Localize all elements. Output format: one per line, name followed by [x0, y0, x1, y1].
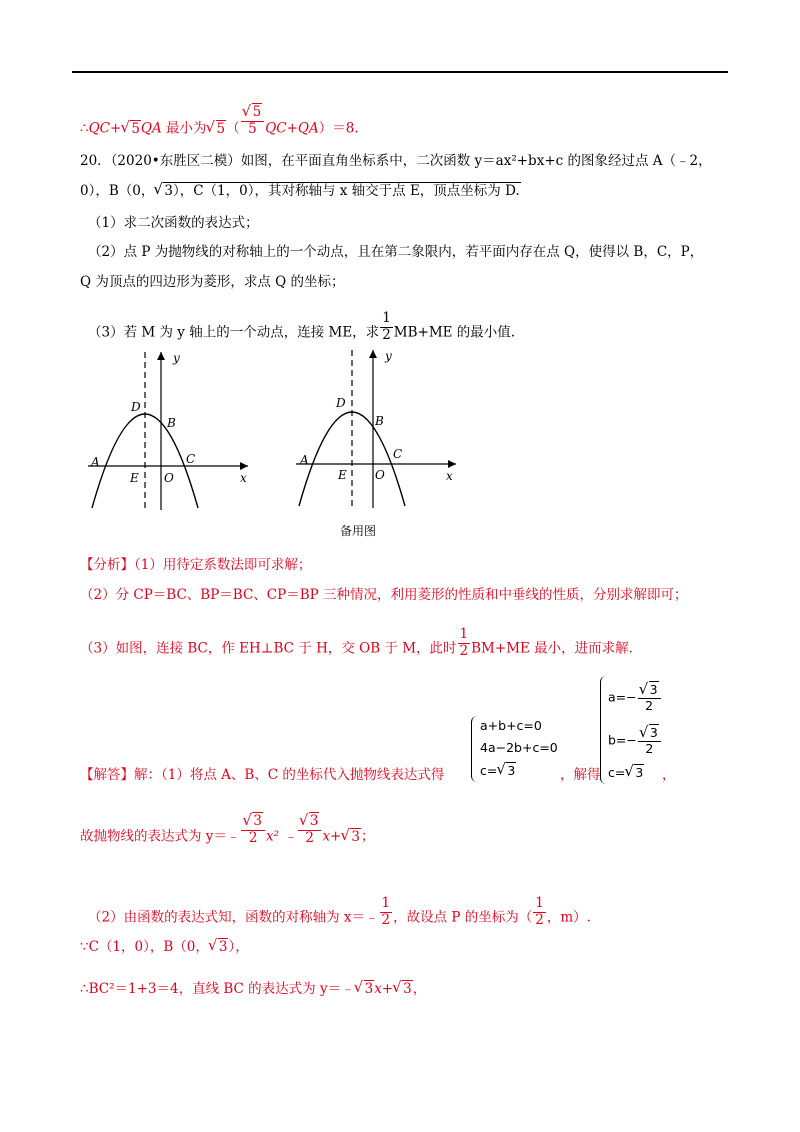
x-axis-arrow-2 [448, 460, 456, 468]
system-2-c [608, 764, 644, 782]
sqrt5-b-radicand: 5 [216, 120, 226, 137]
qa-text: QA [140, 120, 162, 137]
because-text-a: ∵C（1，0），B（0， [80, 939, 209, 955]
sys1-eq3-a: c= [480, 763, 498, 778]
point-d-label-2: D [336, 396, 346, 410]
y-axis-arrow [157, 352, 165, 360]
y-label-2: y [385, 349, 392, 363]
qc-qa-text: QC+QA [265, 120, 319, 137]
sqrt5-b [207, 120, 227, 138]
question-3 [88, 310, 516, 348]
frac-sqrt5-5 [241, 106, 265, 136]
question-2-line-2: Q 为顶点的四边形为菱形，求点 Q 的坐标； [80, 274, 345, 290]
q3-text-b: MB+ME 的最小值. [393, 324, 516, 341]
analysis-tag: 【分析】 [80, 557, 134, 573]
point-d-label: D [131, 400, 141, 414]
because-sqrt3 [209, 938, 229, 956]
because-line [80, 938, 249, 956]
system-2-brace [600, 676, 607, 784]
q3-text-a: （3）若 M 为 y 轴上的一个动点，连接 ME，求 [88, 324, 380, 341]
answer-line-1 [80, 766, 444, 784]
p2-text-c: ，m）. [546, 909, 591, 926]
expr-x: x+ [322, 828, 342, 845]
header-rule [72, 71, 728, 73]
parabola-figure-spare [296, 348, 466, 518]
point-a-label: A [91, 455, 100, 469]
prev-result: ）＝8. [318, 120, 359, 137]
bc-text-c: ， [412, 981, 427, 997]
expr-sqrt3 [341, 828, 361, 846]
problem-line2-a: 0），B（0， [80, 183, 155, 199]
sys2-c-r: 3 [635, 765, 644, 780]
sys2-a-text: a=− [608, 689, 637, 705]
frac-den: 5 [248, 120, 257, 137]
plus: + [110, 120, 122, 137]
parabola-figure-main [88, 350, 258, 520]
expression-line [80, 813, 375, 852]
sys2-b-frac [638, 727, 661, 755]
sqrt5-radicand: 5 [131, 120, 140, 137]
origin-label-2: O [375, 468, 385, 482]
p2-frac-2-den: 2 [535, 911, 544, 928]
bc-r-b: 3 [403, 981, 412, 997]
x-label: x [240, 471, 247, 485]
system-1-eq-3 [480, 762, 516, 780]
p2-frac-1-num: 1 [381, 895, 391, 911]
q3-den: 2 [382, 326, 391, 343]
therefore-symbol: ∴ [80, 120, 89, 137]
problem-line-1 [80, 152, 712, 170]
x-label-2: x [446, 469, 453, 483]
sys1-eq3-r: 3 [507, 763, 516, 778]
point-b-label: B [167, 416, 176, 430]
solve-text: ，解得 [560, 767, 601, 783]
point-c-label: C [186, 452, 196, 466]
analysis-line-1 [80, 556, 311, 574]
p2-frac-1 [380, 897, 393, 927]
expr-frac-2 [298, 815, 322, 845]
prev-result-line [80, 104, 359, 144]
y-label: y [173, 351, 180, 365]
analysis-line-3 [80, 626, 633, 664]
analysis-text-3b: BM+ME 最小，进而求解. [471, 640, 633, 657]
bc-text-b: x+ [374, 981, 394, 997]
expr-frac-2-r: 3 [309, 813, 319, 829]
p2-text-a: （2）由函数的表达式知，函数的对称轴为 x＝﹣ [88, 909, 379, 926]
expr-end: ； [360, 828, 375, 845]
sys2-b-den: 2 [645, 740, 654, 756]
system-2-comma: ， [662, 767, 676, 783]
question-2-line-1: （2）点 P 为抛物线的对称轴上的一个动点，且在第二象限内，若平面内存在点 Q，使得以 B，C，P， [88, 244, 704, 260]
bc-sqrt3-b [393, 980, 413, 998]
problem-line-2 [80, 182, 521, 200]
sys2-a-den: 2 [645, 697, 654, 713]
sqrt3 [154, 182, 520, 200]
analysis-line-2: （2）分 CP＝BC、BP＝BC、CP＝BP 三种情况，利用菱形的性质和中垂线的性质，分别求解即可； [80, 587, 688, 603]
analysis-frac [458, 628, 471, 658]
sys2-b-text: b=− [608, 732, 637, 748]
expr-frac-1-den: 2 [248, 829, 258, 846]
system-1-eq-2: 4a−2b+c=0 [480, 740, 558, 755]
origin-label: O [164, 471, 174, 485]
analysis-text-1: （1）用待定系数法即可求解； [134, 557, 312, 573]
system-1-eq-1: a+b+c=0 [480, 718, 542, 733]
analysis-den: 2 [459, 642, 469, 659]
p2-frac-2 [533, 897, 546, 927]
problem-line2-b: 3），C（1，0），其对称轴与 x 轴交于点 E，顶点坐标为 D. [164, 183, 520, 199]
answer-text-1: 解：（1）将点 A、B、C 的坐标代入抛物线表达式得 [134, 767, 445, 783]
point-a-label-2: A [300, 453, 309, 467]
point-b-label-2: B [375, 414, 384, 428]
point-c-label-2: C [393, 447, 403, 461]
expr-sqrt3-r: 3 [351, 828, 360, 845]
expr-frac-1 [241, 815, 265, 845]
problem-source: （2020•东胜区二模）如图，在平面直角坐标系中，二次函数 y＝ax²+bx+c 的图象经过点 A（﹣2， [110, 153, 712, 169]
system-2-b [608, 727, 662, 755]
sys1-sqrt3 [497, 762, 516, 780]
system-1-brace [471, 716, 478, 782]
sys2-a-r: 3 [649, 682, 658, 697]
sys2-c-text: c= [608, 765, 626, 780]
sys2-a-frac [638, 684, 661, 712]
q3-num: 1 [382, 310, 391, 326]
bc-text-a: ∴BC²＝1+3＝4，直线 BC 的表达式为 y＝﹣ [80, 981, 355, 997]
q3-frac [380, 312, 393, 342]
point-e-label: E [130, 471, 139, 485]
analysis-num: 1 [459, 626, 469, 642]
analysis-text-3a: （3）如图，连接 BC，作 EH⊥BC 于 H，交 OB 于 M，此时 [80, 640, 457, 657]
problem-number: 20． [80, 153, 111, 169]
y-axis-arrow-2 [369, 350, 377, 358]
expr-frac-1-r: 3 [253, 813, 263, 829]
sys2-b-r: 3 [649, 725, 658, 740]
p2-frac-2-num: 1 [535, 895, 544, 911]
expr-x2: x² ﹣ [266, 828, 297, 845]
answer-tag: 【解答】 [80, 767, 134, 783]
bc-sqrt3-a [355, 980, 375, 998]
x-axis-arrow [240, 462, 248, 470]
bc-line [80, 980, 426, 998]
question-1: （1）求二次函数的表达式； [88, 215, 259, 231]
system-2-a [608, 684, 662, 712]
p2-text-b: ，故设点 P 的坐标为（ [393, 909, 533, 926]
paren-open: （ [226, 120, 240, 137]
sys2-c-sqrt [625, 764, 644, 782]
bc-r-a: 3 [364, 981, 374, 997]
figure-caption: 备用图 [340, 524, 377, 538]
sqrt5 [121, 120, 141, 138]
frac-num: 5 [252, 104, 262, 120]
because-text-b: ）， [228, 939, 249, 955]
p2-frac-1-den: 2 [381, 911, 391, 928]
qc-text: QC [88, 120, 110, 137]
min-text: 最小为 [161, 120, 207, 137]
point-e-label-2: E [338, 468, 347, 482]
expr-frac-2-den: 2 [305, 829, 314, 846]
expr-text: 故抛物线的表达式为 y＝﹣ [80, 828, 241, 845]
because-r: 3 [218, 939, 228, 955]
part2-line-1 [88, 895, 591, 933]
